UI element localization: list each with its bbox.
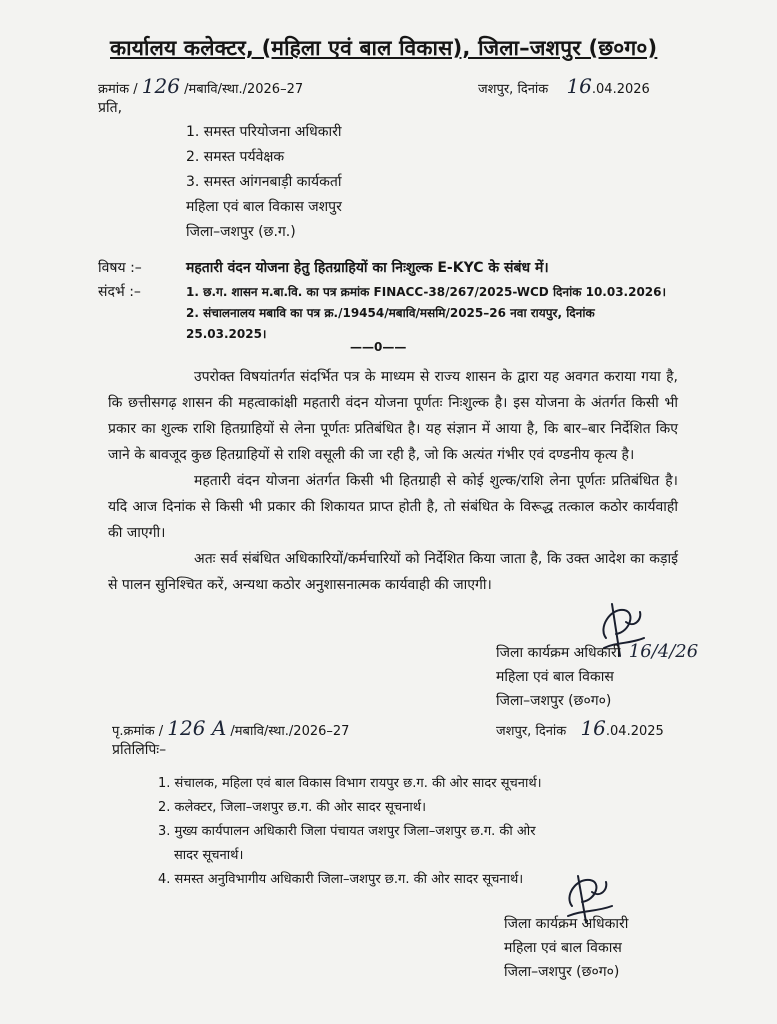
separator: ——0—— (350, 340, 407, 354)
ref-line (98, 74, 303, 98)
letter-heading: कार्यालय कलेक्टर, (महिला एवं बाल विकास), जिला–जशपुर (छ०ग०) (110, 36, 658, 60)
date-day-handwritten: 16 (566, 74, 592, 98)
reference-label: संदर्भ :– (98, 284, 141, 300)
signatory-designation: जिला कार्यक्रम अधिकारी (496, 645, 621, 661)
endorsement-date-line (496, 716, 664, 740)
endorsement-date-day-handwritten: 16 (580, 716, 606, 740)
signatory-district: जिला–जशपुर (छ०ग०) (496, 693, 612, 709)
to-label: प्रति, (98, 100, 123, 116)
reference-item: 1. छ.ग. शासन म.बा.वि. का पत्र क्रमांक FINACC-38/267/2025-WCD दिनांक 10.03.2026। (186, 285, 667, 299)
ref-prefix: क्रमांक / (98, 82, 138, 97)
endorsement-ref-line (112, 716, 349, 740)
ref-number-handwritten: 126 (141, 74, 180, 98)
copy-item-continued: सादर सूचनार्थ। (174, 848, 244, 863)
endorsement-date-rest: .04.2025 (605, 724, 664, 739)
signature-date-handwritten: 16/4/26 (628, 641, 699, 662)
body-paragraph-3: अतः सर्व संबंधित अधिकारियों/कर्मचारियों को निर्देशित किया जाता है, कि उक्त आदेश का कड़ाई से पालन सुनिश्चित करें, अन्यथा कठोर अनुशासनात्मक कार्यवाही की जाएगी। (108, 551, 678, 593)
reference-item: 2. संचालनालय मबावि का पत्र क्र./19454/मबावि/मसमि/2025–26 नवा रायपुर, दिनांक (186, 306, 595, 320)
date-line (478, 74, 650, 98)
signatory-district-2: जिला–जशपुर (छ०ग०) (504, 964, 620, 980)
endorsement-ref-number-handwritten: 126 A (167, 716, 227, 740)
signature-block-1 (496, 640, 698, 713)
date-rest: .04.2026 (591, 82, 650, 97)
signature-block-2 (504, 912, 628, 984)
recipient-item: 1. समस्त परियोजना अधिकारी (186, 124, 342, 140)
recipient-district: जिला–जशपुर (छ.ग.) (186, 224, 296, 240)
signatory-dept: महिला एवं बाल विकास (496, 669, 614, 685)
endorsement-ref-prefix: पृ.क्रमांक / (112, 724, 164, 739)
recipient-item: 2. समस्त पर्यवेक्षक (186, 149, 285, 165)
place-date-label: जशपुर, दिनांक (478, 82, 549, 97)
reference-list (186, 282, 666, 345)
ref-suffix: /मबावि/स्था./2026–27 (184, 82, 304, 97)
subject-text: महतारी वंदन योजना हेतु हितग्राहियों का निःशुल्क E-KYC के संबंध में। (186, 260, 549, 276)
copy-item: 1. संचालक, महिला एवं बाल विकास विभाग रायपुर छ.ग. की ओर सादर सूचनार्थ। (158, 776, 542, 791)
copy-list (158, 772, 542, 892)
body-paragraph-2: महतारी वंदन योजना अंतर्गत किसी भी हितग्राही से कोई शुल्क/राशि लेना पूर्णतः प्रतिबंधित है। यदि आज दिनांक से किसी भी प्रकार की शिकायत प्राप्त होती है, तो संबंधित के विरूद्ध तत्काल कठोर कार्यवाही की जाएगी। (108, 473, 678, 541)
copy-item: 2. कलेक्टर, जिला–जशपुर छ.ग. की ओर सादर सूचनार्थ। (158, 800, 426, 815)
recipients-block (186, 120, 342, 245)
endorsement-ref-suffix: /मबावि/स्था./2026–27 (230, 724, 350, 739)
signatory-dept-2: महिला एवं बाल विकास (504, 940, 622, 956)
signatory-designation-2: जिला कार्यक्रम अधिकारी (504, 916, 629, 932)
copy-label: प्रतिलिपिः– (112, 742, 167, 758)
copy-item: 4. समस्त अनुविभागीय अधिकारी जिला–जशपुर छ.ग. की ओर सादर सूचनार्थ। (158, 872, 524, 887)
endorsement-place-date-label: जशपुर, दिनांक (496, 724, 567, 739)
recipient-item: 3. समस्त आंगनबाड़ी कार्यकर्ता (186, 174, 342, 190)
copy-item: 3. मुख्य कार्यपालन अधिकारी जिला पंचायत जशपुर जिला–जशपुर छ.ग. की ओर (158, 824, 536, 839)
reference-item: 25.03.2025। (186, 327, 267, 341)
recipient-dept: महिला एवं बाल विकास जशपुर (186, 199, 342, 215)
body-paragraph-1: उपरोक्त विषयांतर्गत संदर्भित पत्र के माध्यम से राज्य शासन के द्वारा यह अवगत कराया गया है, कि छत्तीसगढ़ शासन की महत्वाकांक्षी महतारी वंदन योजना पूर्णतः निःशुल्क है। इस योजना के अंतर्गत किसी भी प्रकार का शुल्क राशि हितग्राहियों से लेना पूर्णतः प्रतिबंधित है। यह संज्ञान में आया है, कि बार–बार निर्देशित किए जाने के बावजूद कुछ हितग्राहियों से राशि वसूली की जा रही है, जो कि अत्यंत गंभीर एवं दण्डनीय कृत्य है। (108, 369, 678, 463)
subject-label: विषय :– (98, 260, 142, 276)
